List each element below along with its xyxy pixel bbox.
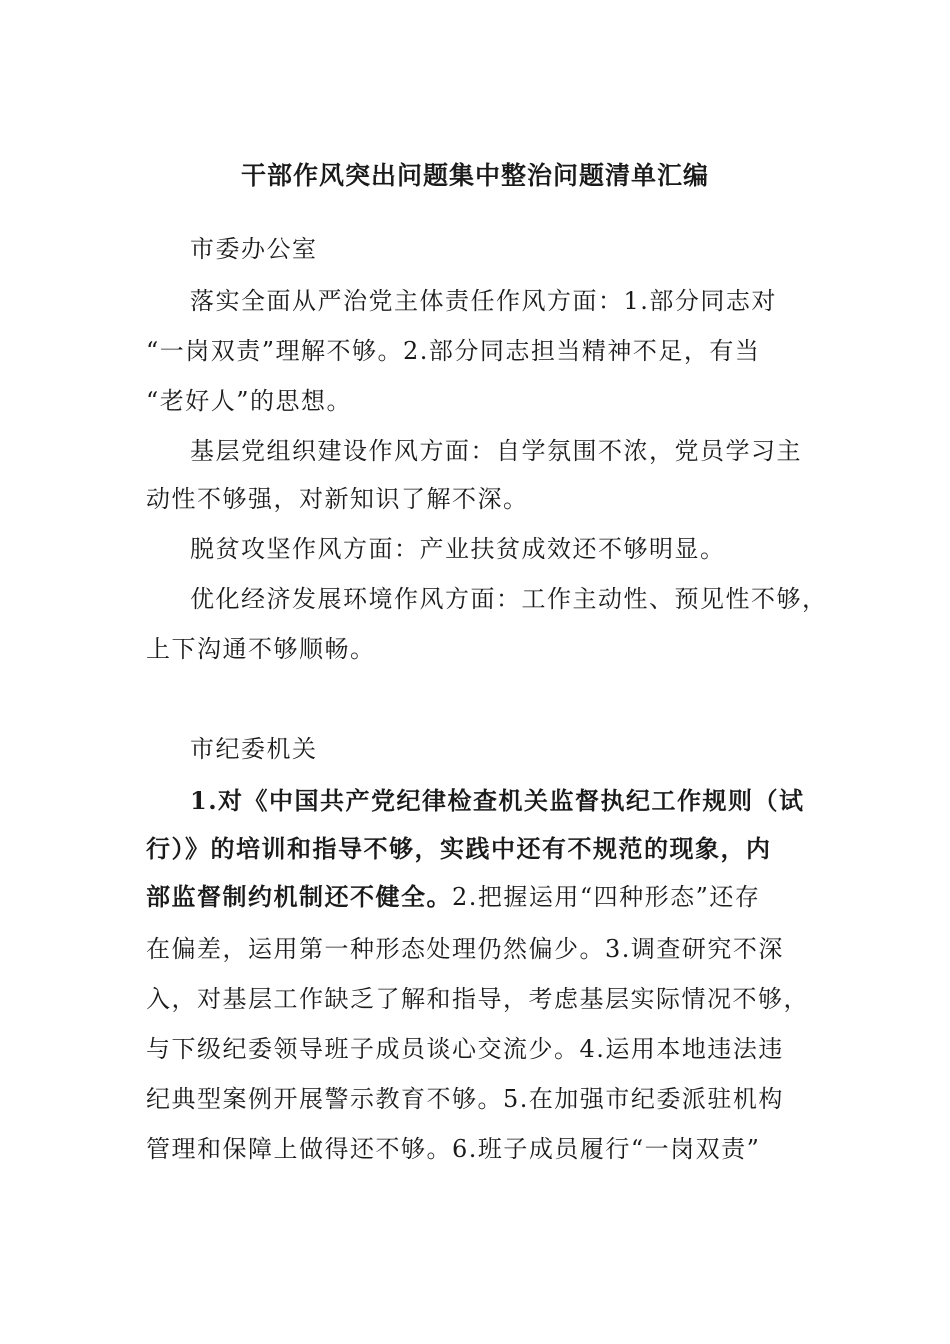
paragraph-line: “老好人”的思想。 [146, 387, 353, 415]
paragraph-line: 纪典型案例开展警示教育不够。5.在加强市纪委派驻机构 [146, 1085, 784, 1113]
section-heading-city-committee-office: 市委办公室 [190, 235, 318, 263]
paragraph-line: 优化经济发展环境作风方面：工作主动性、预见性不够， [190, 585, 828, 613]
paragraph-line: 动性不够强，对新知识了解不深。 [146, 485, 529, 513]
paragraph-line: “一岗双责”理解不够。2.部分同志担当精神不足，有当 [146, 337, 761, 365]
paragraph-line-bold: 1.对《中国共产党纪律检查机关监督执纪工作规则（试 [190, 786, 805, 815]
paragraph-line: 与下级纪委领导班子成员谈心交流少。4.运用本地违法违 [146, 1035, 784, 1063]
paragraph-line: 脱贫攻坚作风方面：产业扶贫成效还不够明显。 [190, 535, 726, 563]
paragraph-line-mixed [146, 880, 760, 914]
paragraph-line: 入，对基层工作缺乏了解和指导，考虑基层实际情况不够， [146, 985, 809, 1013]
paragraph-line: 落实全面从严治党主体责任作风方面：1.部分同志对 [190, 287, 777, 315]
bold-segment: 部监督制约机制还不健全。 [146, 882, 452, 911]
paragraph-line-bold: 行）》的培训和指导不够，实践中还有不规范的现象，内 [146, 834, 772, 863]
paragraph-line: 管理和保障上做得还不够。6.班子成员履行“一岗双责” [146, 1135, 761, 1163]
paragraph-line: 在偏差，运用第一种形态处理仍然偏少。3.调查研究不深 [146, 935, 784, 963]
paragraph-line: 基层党组织建设作风方面：自学氛围不浓，党员学习主 [190, 437, 802, 465]
regular-segment: 2.把握运用“四种形态”还存 [452, 883, 761, 911]
document-title: 干部作风突出问题集中整治问题清单汇编 [240, 161, 709, 190]
section-heading-city-discipline-commission: 市纪委机关 [190, 735, 318, 763]
paragraph-line: 上下沟通不够顺畅。 [146, 635, 376, 663]
